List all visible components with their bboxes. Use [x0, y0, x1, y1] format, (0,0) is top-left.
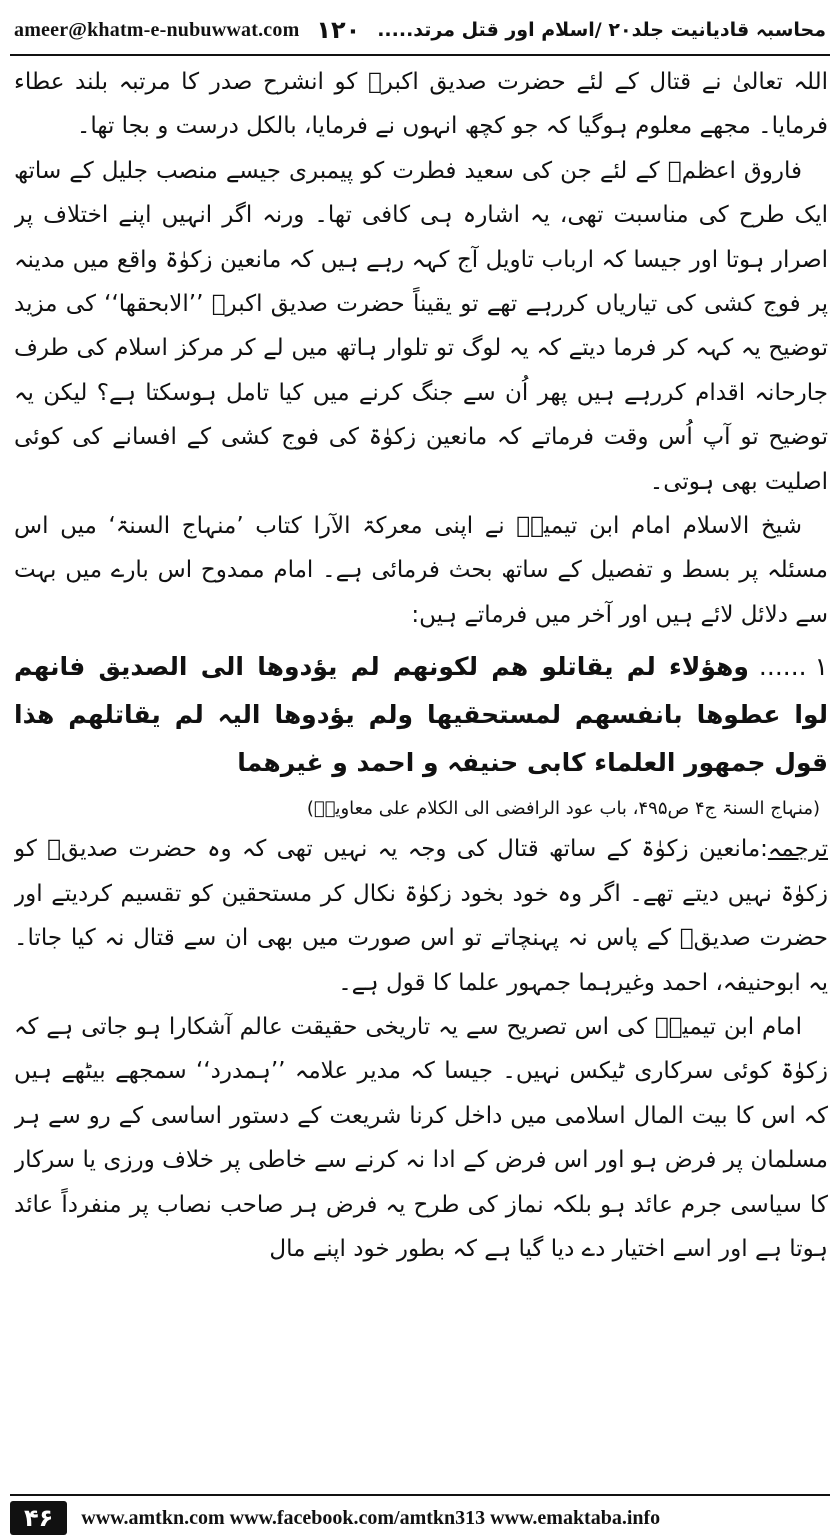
translation-label: ترجمہ [767, 836, 828, 863]
paragraph-3: شیخ الاسلام امام ابن تیمیہؒ نے اپنی معرکۃ الآرا کتاب ’منہاج السنۃ‘ میں اس مسئلہ پر بسط و تفصیل کے ساتھ بحث فرمائی ہے۔ امام ممدوح اس بارے میں بہت سے دلائل لائے ہیں اور آخر میں فرماتے ہیں: [14, 513, 828, 628]
header-running-title: محاسبہ قادیانیت جلد۲۰ /اسلام اور قتل مرتد..... [377, 19, 826, 41]
page-body [14, 60, 828, 1460]
arabic-quote [14, 643, 828, 787]
header-email: ameer@khatm-e-nubuwwat.com [14, 18, 300, 41]
header-page-number: ۱۲۰ [316, 16, 361, 44]
header-rule [10, 54, 830, 56]
footer-page-number: ۴۶ [10, 1501, 67, 1535]
paragraph-1: اللہ تعالیٰ نے قتال کے لئے حضرت صدیق اکبرؓ کو انشرح صدر کا مرتبہ بلند عطاء فرمایا۔ مجھے معلوم ہوگیا کہ جو کچھ انہوں نے فرمایا، بالکل درست و بجا تھا۔ [14, 69, 828, 140]
translation-text: :مانعین زکوٰۃ کے ساتھ قتال کی وجہ یہ نہیں تھی کہ وہ حضرت صدیقؓ کو زکوٰۃ نہیں دیتے تھے۔ اگر وہ خود بخود زکوٰۃ نکال کر مستحقین کو تقسیم کردیتے اور حضرت صدیقؓ کے پاس نہ پہنچاتے تو اس صورت میں بھی ان سے قتال نہ کیا جاتا۔ یہ ابوحنیفہ، احمد وغیرہما جمہور علما کا قول ہے۔ [14, 836, 828, 996]
translation-paragraph [14, 827, 828, 1005]
paragraph-4: امام ابن تیمیہؒ کی اس تصریح سے یہ تاریخی حقیقت عالم آشکارا ہو جاتی ہے کہ زکوٰۃ کوئی سرکاری ٹیکس نہیں۔ جیسا کہ مدیر علامہ ’’ہمدرد‘‘ سمجھے بیٹھے ہیں کہ اس کا بیت المال اسلامی میں داخل کرنا شریعت کے دستور اساسی کے رو سے ہر مسلمان پر فرض ہو اور اس فرض کے ادا نہ کرنے سے خاطی پر خلاف ورزی یا سرکار کا سیاسی جرم عائد ہو بلکہ نماز کی طرح یہ فرض ہر صاحب نصاب پر منفرداً عائد ہوتا ہے اور اسے اختیار دے دیا گیا ہے کہ بطور خود اپنے مال [14, 1013, 828, 1262]
footer-rule [10, 1494, 830, 1496]
citation: (منہاج السنۃ ج۴ ص۴۹۵، باب عود الرافضی الی الکلام علی معاویہؓ) [306, 798, 820, 820]
arabic-quote-text: وھؤلاء لم یقاتلو ھم لکونھم لم یؤدوھا الی الصدیق فانھم لوا عطوھا بانفسھم لمستحقیھا ولم یؤدوھا الیہ لم یقاتلھم ھذا قول جمھور العلماء کابی حنیفہ و احمد و غیرھما [14, 652, 828, 778]
page-footer [10, 1500, 830, 1536]
arabic-quote-marker: ۱ ...... [758, 652, 828, 682]
page-header [14, 8, 826, 52]
footer-links: www.amtkn.com www.facebook.com/amtkn313 www.emaktaba.info [81, 1506, 661, 1529]
paragraph-2: فاروق اعظمؓ کے لئے جن کی سعید فطرت کو پیمبری جیسے منصب جلیل کے ساتھ ایک طرح کی مناسبت تھی، یہ اشارہ ہی کافی تھا۔ ورنہ اگر انہیں اپنے اختلاف پر اصرار ہوتا اور جیسا کہ ارباب تاویل آج کہہ رہے ہیں کہ مانعین زکوٰۃ واقع میں مدینہ پر فوج کشی کی تیاریاں کررہے تھے تو یقیناً حضرت صدیق اکبرؓ ’’الابحقھا‘‘ کی مزید توضیح یہ کہہ کر فرما دیتے کہ یہ لوگ تو تلوار ہاتھ میں لے کر مرکز اسلام کی طرف جارحانہ اقدام کررہے ہیں پھر اُن سے جنگ کرنے میں کیا تامل ہوسکتا ہے؟ لیکن یہ توضیح تو آپ اُس وقت فرماتے کہ مانعین زکوٰۃ کی فوج کشی کے افسانے کی کوئی اصلیت بھی ہوتی۔ [14, 157, 828, 495]
